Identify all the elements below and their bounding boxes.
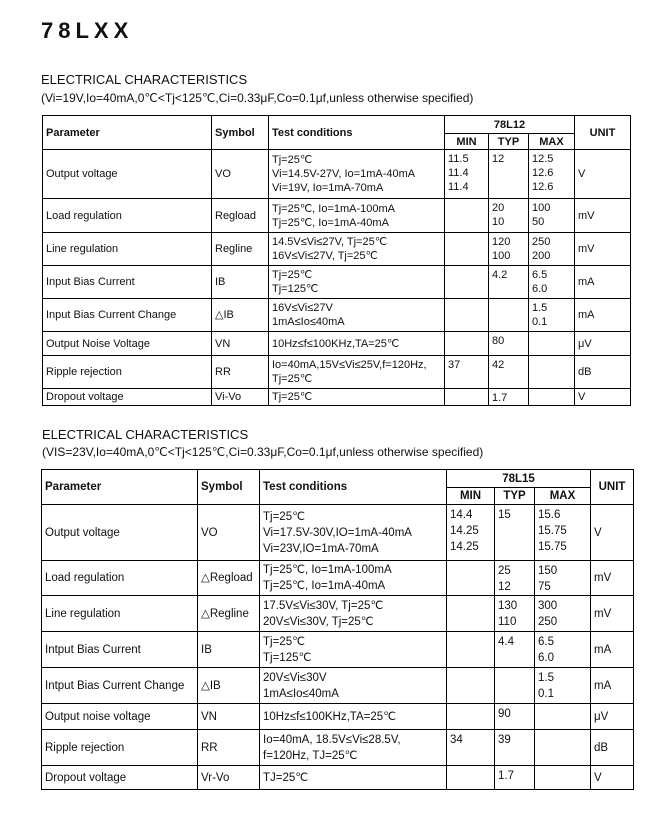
- typ-value: 4.2: [492, 269, 508, 281]
- header-typ: TYP: [489, 134, 529, 150]
- unit-cell: dB: [591, 730, 634, 766]
- typ-value: 42: [492, 359, 505, 371]
- min-cell: [445, 233, 489, 266]
- symbol-cell: △IB: [198, 668, 260, 704]
- max-cell: [535, 596, 591, 632]
- test-condition-line: Tj=25℃: [272, 391, 313, 403]
- max-cell: [535, 766, 591, 790]
- typ-value: 1.7: [492, 392, 508, 404]
- min-value: 11.5: [448, 153, 469, 165]
- section2-conditions: (VIS=23V,Io=40mA,0℃<Tj<125℃,Ci=0.33μF,Co=0.1μf,unless otherwise specified): [42, 445, 484, 459]
- max-value: 12.6: [532, 167, 554, 179]
- typ-cell: [489, 266, 529, 299]
- max-value: 6.0: [538, 652, 554, 664]
- unit-cell: mA: [575, 299, 631, 332]
- test-conditions-cell: [269, 199, 445, 233]
- test-condition-line: 16V≤Vi≤27V: [272, 302, 333, 314]
- header-max: MAX: [535, 488, 591, 505]
- test-condition-line: Tj=25℃: [272, 154, 313, 166]
- min-value: 34: [450, 734, 463, 746]
- max-cell: [535, 561, 591, 596]
- min-cell: [445, 266, 489, 299]
- unit-cell: mV: [591, 596, 634, 632]
- test-conditions-cell: [269, 150, 445, 199]
- parameter-cell: Dropout voltage: [42, 766, 198, 790]
- test-condition-line: 10Hz≤f≤100KHz,TA=25℃: [263, 710, 397, 723]
- max-value: 12.6: [532, 181, 554, 193]
- max-cell: [535, 730, 591, 766]
- unit-cell: mV: [591, 561, 634, 596]
- table-row: [42, 505, 634, 561]
- typ-value: 4.4: [498, 636, 514, 648]
- max-value: 200: [532, 250, 551, 262]
- symbol-cell: Regline: [212, 233, 269, 266]
- test-condition-line: Tj=25℃: [272, 269, 313, 281]
- test-conditions-cell: [269, 266, 445, 299]
- min-cell: [447, 704, 495, 730]
- test-conditions-cell: [260, 668, 447, 704]
- parameter-cell: Load regulation: [42, 561, 198, 596]
- table-row: [42, 668, 634, 704]
- max-value: 6.5: [532, 269, 548, 281]
- test-conditions-cell: [269, 332, 445, 356]
- max-value: 6.0: [532, 283, 548, 295]
- max-value: 150: [538, 565, 558, 577]
- max-value: 0.1: [538, 688, 554, 700]
- symbol-cell: VN: [198, 704, 260, 730]
- test-conditions-cell: [260, 730, 447, 766]
- parameter-cell: Output noise voltage: [42, 704, 198, 730]
- typ-cell: [495, 561, 535, 596]
- test-condition-line: Vi=14.5V-27V, Io=1mA-40mA: [272, 168, 416, 180]
- parameter-cell: Output voltage: [42, 505, 198, 561]
- table-row: [43, 299, 631, 332]
- typ-cell: [489, 233, 529, 266]
- test-conditions-cell: [269, 233, 445, 266]
- parameter-cell: Ripple rejection: [42, 730, 198, 766]
- parameter-cell: Line regulation: [42, 596, 198, 632]
- test-condition-line: 16V≤Vi≤27V, Tj=25℃: [272, 250, 378, 262]
- table-78l15: [41, 469, 634, 790]
- max-cell: [529, 266, 575, 299]
- max-cell: [529, 299, 575, 332]
- test-conditions-cell: [269, 389, 445, 406]
- max-value: 0.1: [532, 316, 548, 328]
- unit-cell: mA: [575, 266, 631, 299]
- table-row: [42, 561, 634, 596]
- max-cell: [529, 199, 575, 233]
- header-max: MAX: [529, 134, 575, 150]
- parameter-cell: Line regulation: [43, 233, 212, 266]
- header-typ: TYP: [495, 488, 535, 505]
- test-condition-line: Tj=25℃, Io=1mA-100mA: [263, 564, 392, 576]
- test-condition-line: 14.5V≤Vi≤27V, Tj=25℃: [272, 236, 388, 248]
- test-conditions-cell: [260, 596, 447, 632]
- symbol-cell: △Regline: [198, 596, 260, 632]
- header-unit: UNIT: [575, 116, 631, 150]
- table-78l12: [42, 115, 631, 406]
- header-device: 78L12: [445, 116, 575, 134]
- max-value: 15.75: [538, 541, 567, 553]
- test-conditions-cell: [260, 704, 447, 730]
- min-cell: [447, 730, 495, 766]
- header-test-conditions: Test conditions: [260, 470, 447, 505]
- typ-cell: [495, 596, 535, 632]
- min-value: 11.4: [448, 167, 469, 179]
- symbol-cell: Vr-Vo: [198, 766, 260, 790]
- typ-cell: [495, 704, 535, 730]
- test-condition-line: Tj=25℃, Io=1mA-100mA: [272, 202, 396, 215]
- typ-value: 25: [498, 565, 511, 577]
- max-value: 6.5: [538, 636, 554, 648]
- typ-value: 10: [492, 216, 505, 228]
- typ-cell: [495, 505, 535, 561]
- typ-value: 100: [492, 250, 511, 262]
- symbol-cell: △IB: [212, 299, 269, 332]
- table-row: [43, 389, 631, 406]
- typ-cell: [495, 730, 535, 766]
- typ-cell: [495, 766, 535, 790]
- parameter-cell: Intput Bias Current: [42, 632, 198, 668]
- test-conditions-cell: [260, 561, 447, 596]
- max-value: 1.5: [532, 302, 548, 314]
- unit-cell: mV: [575, 199, 631, 233]
- header-test-conditions: Test conditions: [269, 116, 445, 150]
- min-cell: [445, 299, 489, 332]
- typ-value: 130: [498, 600, 518, 612]
- typ-cell: [489, 389, 529, 406]
- typ-cell: [495, 668, 535, 704]
- min-value: 14.4: [450, 509, 473, 521]
- section1-conditions: (Vi=19V,Io=40mA,0℃<Tj<125℃,Ci=0.33μF,Co=0.1μf,unless otherwise specified): [41, 91, 474, 105]
- min-value: 11.4: [448, 181, 469, 193]
- test-condition-line: f=120Hz, TJ=25℃: [263, 749, 358, 762]
- typ-value: 12: [492, 153, 505, 165]
- test-condition-line: TJ=25℃: [263, 771, 309, 784]
- typ-value: 90: [498, 708, 511, 720]
- typ-cell: [489, 356, 529, 389]
- symbol-cell: VN: [212, 332, 269, 356]
- parameter-cell: Load regulation: [43, 199, 212, 233]
- test-conditions-cell: [260, 505, 447, 561]
- parameter-cell: Input Bias Current: [43, 266, 212, 299]
- symbol-cell: VO: [212, 150, 269, 199]
- max-value: 250: [532, 236, 551, 248]
- table-row: [42, 704, 634, 730]
- symbol-cell: VO: [198, 505, 260, 561]
- min-value: 14.25: [450, 525, 479, 537]
- max-cell: [529, 389, 575, 406]
- section2-heading: ELECTRICAL CHARACTERISTICS: [42, 427, 249, 442]
- max-value: 12.5: [532, 153, 554, 165]
- min-cell: [445, 150, 489, 199]
- test-condition-line: 17.5V≤Vi≤30V, Tj=25℃: [263, 599, 384, 612]
- parameter-cell: Intput Bias Current Change: [42, 668, 198, 704]
- header-symbol: Symbol: [198, 470, 260, 505]
- parameter-cell: Output Noise Voltage: [43, 332, 212, 356]
- unit-cell: mV: [575, 233, 631, 266]
- typ-value: 15: [498, 509, 511, 521]
- test-conditions-cell: [269, 356, 445, 389]
- header-parameter: Parameter: [43, 116, 212, 150]
- test-condition-line: Vi=19V, Io=1mA-70mA: [272, 182, 384, 194]
- min-cell: [445, 199, 489, 233]
- test-conditions-cell: [269, 299, 445, 332]
- table-row: [43, 150, 631, 199]
- parameter-cell: Output voltage: [43, 150, 212, 199]
- typ-value: 1.7: [498, 770, 514, 782]
- test-condition-line: 10Hz≤f≤100KHz,TA=25℃: [272, 337, 400, 350]
- typ-value: 39: [498, 734, 511, 746]
- unit-cell: V: [591, 505, 634, 561]
- table-row: [43, 356, 631, 389]
- table-row: [43, 332, 631, 356]
- header-min: MIN: [445, 134, 489, 150]
- typ-value: 80: [492, 335, 505, 347]
- symbol-cell: Regload: [212, 199, 269, 233]
- test-conditions-cell: [260, 632, 447, 668]
- typ-cell: [495, 632, 535, 668]
- max-cell: [529, 150, 575, 199]
- test-condition-line: Tj=125℃: [272, 283, 319, 295]
- max-cell: [529, 356, 575, 389]
- test-condition-line: 20V≤Vi≤30V: [263, 671, 327, 684]
- max-value: 250: [538, 616, 558, 628]
- table-row: [42, 596, 634, 632]
- typ-cell: [489, 199, 529, 233]
- header-unit: UNIT: [591, 470, 634, 505]
- test-condition-line: Tj=25℃: [263, 635, 306, 648]
- parameter-cell: Input Bias Current Change: [43, 299, 212, 332]
- max-cell: [529, 233, 575, 266]
- max-value: 75: [538, 581, 551, 593]
- table-row: [43, 233, 631, 266]
- max-value: 15.6: [538, 509, 561, 521]
- min-cell: [445, 332, 489, 356]
- typ-cell: [489, 299, 529, 332]
- min-cell: [447, 505, 495, 561]
- unit-cell: mA: [591, 668, 634, 704]
- table-row: [42, 730, 634, 766]
- typ-value: 110: [498, 616, 517, 628]
- test-condition-line: 1mA≤Io≤40mA: [272, 316, 345, 328]
- table-row: [43, 199, 631, 233]
- max-cell: [535, 704, 591, 730]
- symbol-cell: IB: [212, 266, 269, 299]
- unit-cell: V: [575, 150, 631, 199]
- test-condition-line: Tj=125℃: [263, 651, 312, 664]
- min-cell: [447, 596, 495, 632]
- unit-cell: μV: [575, 332, 631, 356]
- min-cell: [447, 632, 495, 668]
- unit-cell: V: [591, 766, 634, 790]
- symbol-cell: RR: [212, 356, 269, 389]
- max-value: 15.75: [538, 525, 567, 537]
- section1-heading: ELECTRICAL CHARACTERISTICS: [41, 72, 248, 87]
- typ-value: 12: [498, 581, 511, 593]
- unit-cell: μV: [591, 704, 634, 730]
- symbol-cell: △Regload: [198, 561, 260, 596]
- max-value: 1.5: [538, 672, 554, 684]
- header-min: MIN: [447, 488, 495, 505]
- parameter-cell: Dropout voltage: [43, 389, 212, 406]
- min-cell: [447, 766, 495, 790]
- test-condition-line: Vi=23V,IO=1mA-70mA: [263, 542, 379, 555]
- test-condition-line: Tj=25℃, Io=1mA-40mA: [272, 216, 389, 229]
- typ-value: 20: [492, 202, 505, 214]
- test-condition-line: Tj=25℃: [272, 373, 313, 385]
- test-condition-line: Io=40mA,15V≤Vi≤25V,f=120Hz,: [272, 359, 427, 371]
- unit-cell: V: [575, 389, 631, 406]
- min-cell: [445, 356, 489, 389]
- header-device: 78L15: [447, 470, 591, 488]
- parameter-cell: Ripple rejection: [43, 356, 212, 389]
- min-value: 37: [448, 359, 461, 371]
- max-cell: [529, 332, 575, 356]
- symbol-cell: Vi-Vo: [212, 389, 269, 406]
- max-cell: [535, 632, 591, 668]
- min-cell: [447, 561, 495, 596]
- max-value: 50: [532, 216, 545, 228]
- test-condition-line: 1mA≤Io≤40mA: [263, 687, 339, 700]
- max-value: 300: [538, 600, 558, 612]
- table-row: [42, 632, 634, 668]
- typ-value: 120: [492, 236, 511, 248]
- test-condition-line: Vi=17.5V-30V,IO=1mA-40mA: [263, 526, 412, 539]
- test-condition-line: Io=40mA, 18.5V≤Vi≤28.5V,: [263, 733, 401, 746]
- unit-cell: mA: [591, 632, 634, 668]
- table-row: [42, 766, 634, 790]
- unit-cell: dB: [575, 356, 631, 389]
- min-value: 14.25: [450, 541, 479, 553]
- document-title: 78LXX: [41, 18, 134, 43]
- header-symbol: Symbol: [212, 116, 269, 150]
- test-condition-line: Tj=25℃: [263, 510, 306, 523]
- header-parameter: Parameter: [42, 470, 198, 505]
- max-cell: [535, 668, 591, 704]
- max-value: 100: [532, 202, 551, 214]
- table-row: [43, 266, 631, 299]
- max-cell: [535, 505, 591, 561]
- symbol-cell: RR: [198, 730, 260, 766]
- min-cell: [447, 668, 495, 704]
- test-condition-line: 20V≤Vi≤30V, Tj=25℃: [263, 615, 374, 628]
- test-condition-line: Tj=25℃, Io=1mA-40mA: [263, 580, 386, 592]
- typ-cell: [489, 332, 529, 356]
- test-conditions-cell: [260, 766, 447, 790]
- min-cell: [445, 389, 489, 406]
- typ-cell: [489, 150, 529, 199]
- symbol-cell: IB: [198, 632, 260, 668]
